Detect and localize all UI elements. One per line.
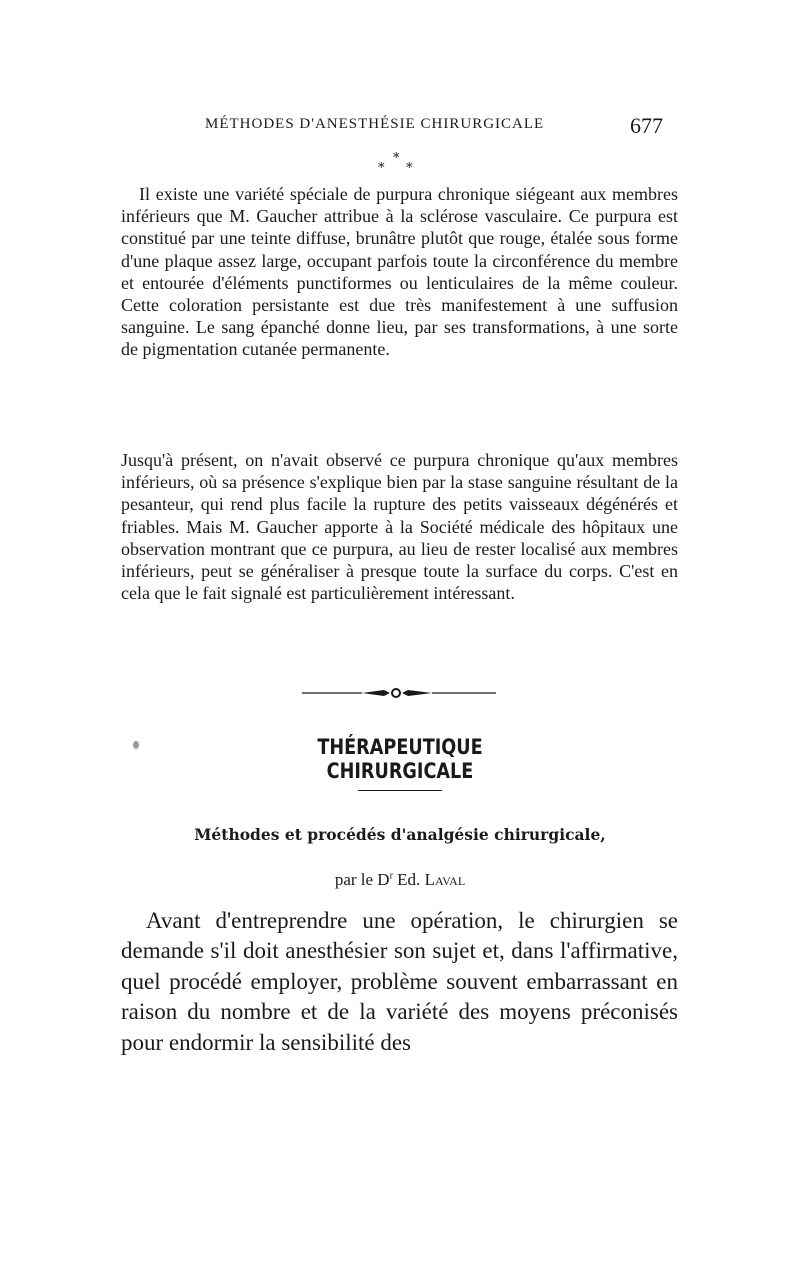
author-initial: Ed. <box>397 870 421 889</box>
author-line <box>260 870 540 890</box>
paragraph-purpura-description: Il existe une variété spéciale de purpura chronique siégeant aux membres inférieurs que M. Gaucher attribue à la sclérose vasculaire. Ce purpura est constitué par une teinte diffuse, brunâtre plutôt que rouge, étalée sous forme d'une plaque assez large, occupant parfois toute la circonférence du membre et entourée d'éléments punctiformes ou lenticulaires de la même couleur. Cette coloration persistante est due très manifestement à une suffusion sanguine. Le sang épanché donne lieu, par ses transformations, à une sorte de pigmentation cutanée permanente. <box>121 184 678 360</box>
asterism-star: * <box>378 161 385 176</box>
article-title: Méthodes et procédés d'analgésie chirurgicale, <box>194 825 606 844</box>
asterism-star: * <box>393 151 400 166</box>
paragraph-gaucher-observation: Jusqu'à présent, on n'avait observé ce purpura chronique qu'aux membres inférieurs, où sa présence s'explique bien par la stase sanguine résultant de la pesanteur, qui rend plus facile la rupture des petits vaisseaux dégénérés et friables. Mais M. Gaucher apporte à la Société médicale des hôpitaux une observation montrant que ce purpura, au lieu de rester localisé aux membres inférieurs, peut se généraliser à presque toute la surface du corps. C'est en cela que le fait signalé est particulièrement intéressant. <box>121 450 678 604</box>
author-name: Laval <box>424 870 466 889</box>
page-number: 677 <box>630 113 663 138</box>
asterism <box>370 152 420 178</box>
author-title-superscript: r <box>389 870 393 882</box>
running-head: MÉTHODES D'ANESTHÉSIE CHIRURGICALE <box>205 116 545 132</box>
section-title: THÉRAPEUTIQUE CHIRURGICALE <box>317 735 483 783</box>
title-rule <box>358 790 442 791</box>
speck-mark <box>133 741 139 749</box>
author-prefix: par le D <box>334 870 390 889</box>
ornament-divider <box>300 686 500 700</box>
article-lead-paragraph: Avant d'entreprendre une opération, le chirurgien se demande s'il doit anesthésier son sujet et, dans l'affirmative, quel procédé employer, problème souvent embarrassant en raison du nombre et de la variété des moyens préconisés pour endormir la sensibilité des <box>121 908 678 1055</box>
asterism-star: * <box>406 161 413 176</box>
